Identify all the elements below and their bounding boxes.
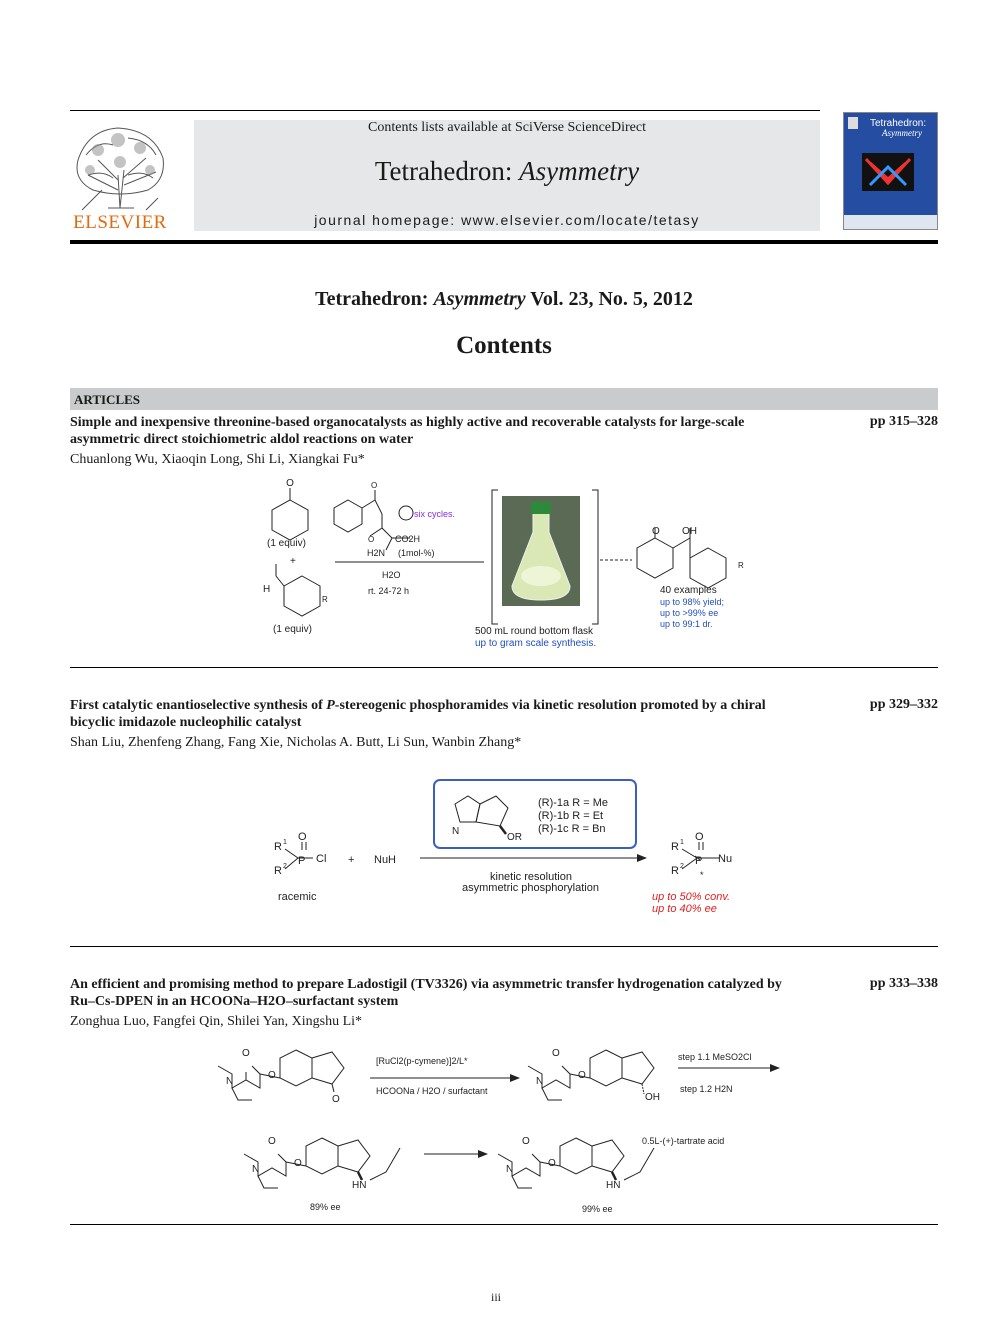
scheme2-asymmetric-phosphorylation: asymmetric phosphorylation	[462, 882, 599, 894]
article-3-authors: Zonghua Luo, Fangfei Qin, Shilei Yan, Xingshu Li*	[70, 1014, 363, 1029]
publisher-wordmark: ELSEVIER	[73, 212, 167, 233]
product-cyclohexanone-ring	[637, 538, 673, 578]
cover-emblem-icon	[848, 117, 858, 129]
article-1-pages: pp 315–328	[869, 414, 938, 429]
article-2-title-line2: bicyclic imidazole nucleophilic catalyst	[70, 715, 302, 730]
article-2-authors: Shan Liu, Zhenfeng Zhang, Fang Xie, Nicholas A. Butt, Li Sun, Wanbin Zhang*	[70, 735, 522, 750]
journal-name-plain: Tetrahedron:	[374, 156, 520, 186]
svg-text:R: R	[274, 841, 282, 853]
svg-text:R: R	[671, 865, 679, 877]
catalyst-benzene-ring	[334, 500, 362, 532]
catalyst-1c: (R)-1c R = Bn	[538, 823, 606, 835]
cover-title: Tetrahedron:	[870, 118, 927, 129]
svg-text:Nu: Nu	[718, 853, 733, 865]
svg-text:R: R	[671, 841, 679, 853]
scheme1-mol: (1mol-%)	[398, 548, 435, 558]
article-2-graphical-abstract	[70, 774, 938, 924]
svg-text:1: 1	[283, 839, 287, 846]
contents-availability-line	[194, 120, 820, 136]
svg-text:O: O	[268, 1136, 276, 1147]
cover-footer	[844, 215, 938, 230]
svg-text:O: O	[652, 526, 660, 537]
article-3-title-line1: An efficient and promising method to prepare Ladostigil (TV3326) via asymmetric transfer hydrogenation catalyzed by	[70, 977, 782, 992]
article-2-title-line1: First catalytic enantioselective synthesis of P-stereogenic phosphoramides via kinetic resolution promoted by a chiral	[70, 698, 766, 713]
scheme1-plus: +	[290, 556, 296, 567]
scheme3-ee2: 99% ee	[582, 1204, 613, 1214]
indanone-cyclopentane-ring	[312, 1052, 344, 1084]
article-3-divider	[70, 1224, 938, 1225]
indanone-benzene-ring	[280, 1050, 312, 1086]
svg-text:+: +	[348, 854, 355, 866]
svg-text:O: O	[368, 535, 375, 544]
product-phenyl-ring	[690, 548, 726, 588]
scheme1-flask: 500 mL round bottom flask	[475, 626, 594, 637]
cover-subtitle: Asymmetry	[882, 128, 922, 138]
article-2-pages: pp 329–332	[869, 697, 938, 712]
article-3-pages: pp 333–338	[869, 976, 938, 991]
issue-title-italic: Asymmetry	[433, 288, 526, 310]
benzaldehyde-ring	[284, 576, 320, 616]
homepage-prefix: journal homepage:	[314, 212, 462, 228]
journal-cover-image	[843, 112, 938, 230]
article-3-graphical-abstract	[70, 1036, 938, 1220]
contents-heading: Contents	[456, 332, 552, 359]
homepage-link[interactable]: www.elsevier.com/locate/tetasy	[461, 212, 700, 228]
scheme1-yield: up to 98% yield;	[660, 597, 725, 607]
scheme2-nuh: NuH	[374, 854, 397, 866]
contents-prefix: Contents lists available at	[368, 120, 515, 135]
scheme1-examples: 40 examples	[660, 585, 717, 596]
scheme1-h2o: H2O	[382, 570, 401, 580]
section-bar	[70, 388, 938, 410]
scheme1-ee: up to >99% ee	[660, 608, 719, 618]
svg-text:O: O	[548, 1158, 556, 1169]
svg-text:O: O	[332, 1094, 340, 1105]
svg-text:O: O	[286, 478, 294, 489]
scheme1-dr: up to 99:1 dr.	[660, 619, 713, 629]
svg-text:N: N	[252, 1164, 260, 1175]
scheme2-conv: up to 50% conv.	[652, 891, 731, 903]
cover-graphic	[862, 153, 914, 191]
catalyst-1b: (R)-1b R = Et	[538, 810, 604, 822]
svg-text:R: R	[738, 561, 744, 570]
scheme1-equiv2: (1 equiv)	[273, 624, 312, 635]
svg-text:R: R	[274, 865, 282, 877]
scheme2-ee: up to 40% ee	[652, 903, 717, 915]
scheme3-step2: step 1.2 H2N	[680, 1084, 733, 1094]
catalyst-box	[434, 780, 636, 848]
svg-text:P: P	[695, 855, 703, 867]
catalyst-recycle-circle	[399, 506, 413, 520]
article-3-title-line2: Ru–Cs-DPEN in an HCOONa–H2O–surfactant system	[70, 994, 399, 1009]
article-1-title-line1: Simple and inexpensive threonine-based organocatalysts as highly active and recoverable catalysts for large-scale	[70, 415, 745, 430]
svg-text:*: *	[700, 870, 704, 880]
svg-text:2: 2	[283, 863, 287, 870]
article-3-title[interactable]	[70, 976, 840, 1010]
sciencedirect-link[interactable]: SciVerse ScienceDirect	[514, 120, 646, 135]
svg-text:O: O	[552, 1048, 560, 1059]
article-1-title[interactable]	[70, 414, 840, 448]
svg-text:O: O	[522, 1136, 530, 1147]
svg-text:N: N	[452, 826, 460, 837]
svg-text:N: N	[536, 1076, 544, 1087]
page-folio: iii	[490, 1290, 501, 1304]
svg-text:R: R	[322, 595, 328, 604]
section-label: ARTICLES	[74, 392, 141, 407]
scheme1-cycles: six cycles.	[414, 509, 456, 519]
cyclohexanone-ring	[272, 500, 308, 540]
issue-title-rest: Vol. 23, No. 5, 2012	[525, 288, 693, 310]
scheme1-co2h: CO2H	[395, 534, 421, 544]
scheme1-rt: rt. 24-72 h	[368, 586, 410, 596]
svg-text:N: N	[506, 1164, 514, 1175]
scheme3-ee1: 89% ee	[310, 1202, 341, 1212]
journal-homepage-line	[194, 212, 820, 228]
scheme2-racemic: racemic	[278, 891, 317, 903]
svg-text:O: O	[298, 831, 307, 843]
svg-text:O: O	[242, 1048, 250, 1059]
svg-text:1: 1	[680, 839, 684, 846]
catalyst-1a: (R)-1a R = Me	[538, 797, 608, 809]
scheme3-tartrate: 0.5L-(+)-tartrate acid	[642, 1136, 725, 1146]
svg-text:N: N	[226, 1076, 234, 1087]
flask-photo	[502, 496, 580, 606]
scheme3-step1: step 1.1 MeSO2Cl	[678, 1052, 752, 1062]
svg-text:Cl: Cl	[316, 853, 327, 865]
scheme3-reagent2: HCOONa / H2O / surfactant	[376, 1086, 488, 1096]
svg-text:O: O	[294, 1158, 302, 1169]
scheme3-reagent1: [RuCl2(p-cymene)]2/L*	[376, 1056, 468, 1066]
svg-text:O: O	[371, 481, 378, 490]
article-1-authors: Chuanlong Wu, Xiaoqin Long, Shi Li, Xiangkai Fu*	[70, 452, 365, 467]
svg-text:O: O	[268, 1070, 276, 1081]
article-1-title-line2: asymmetric direct stoichiometric aldol reactions on water	[70, 432, 414, 447]
journal-name-italic: Asymmetry	[519, 156, 640, 186]
svg-text:P: P	[298, 855, 306, 867]
svg-text:OR: OR	[507, 832, 522, 843]
scheme1-gram: up to gram scale synthesis.	[475, 638, 597, 649]
svg-text:HN: HN	[352, 1180, 367, 1191]
article-1-divider	[70, 667, 938, 668]
issue-title-plain: Tetrahedron:	[315, 288, 434, 310]
svg-text:O: O	[578, 1070, 586, 1081]
article-2-title[interactable]	[70, 697, 840, 731]
svg-text:HN: HN	[606, 1180, 621, 1191]
header-thick-rule	[70, 240, 938, 244]
scheme1-h2n: H2N	[367, 548, 386, 558]
scheme1-equiv1: (1 equiv)	[267, 538, 306, 549]
article-2-divider	[70, 946, 938, 947]
article-1-graphical-abstract	[70, 476, 938, 656]
scheme2-kinetic-resolution: kinetic resolution	[490, 871, 572, 883]
svg-text:OH: OH	[645, 1092, 660, 1103]
svg-text:OH: OH	[682, 526, 697, 537]
journal-name	[194, 156, 820, 187]
svg-text:H: H	[263, 584, 271, 595]
header-top-rule	[70, 110, 820, 111]
issue-title	[70, 288, 938, 311]
svg-text:2: 2	[680, 863, 684, 870]
svg-text:O: O	[695, 831, 704, 843]
